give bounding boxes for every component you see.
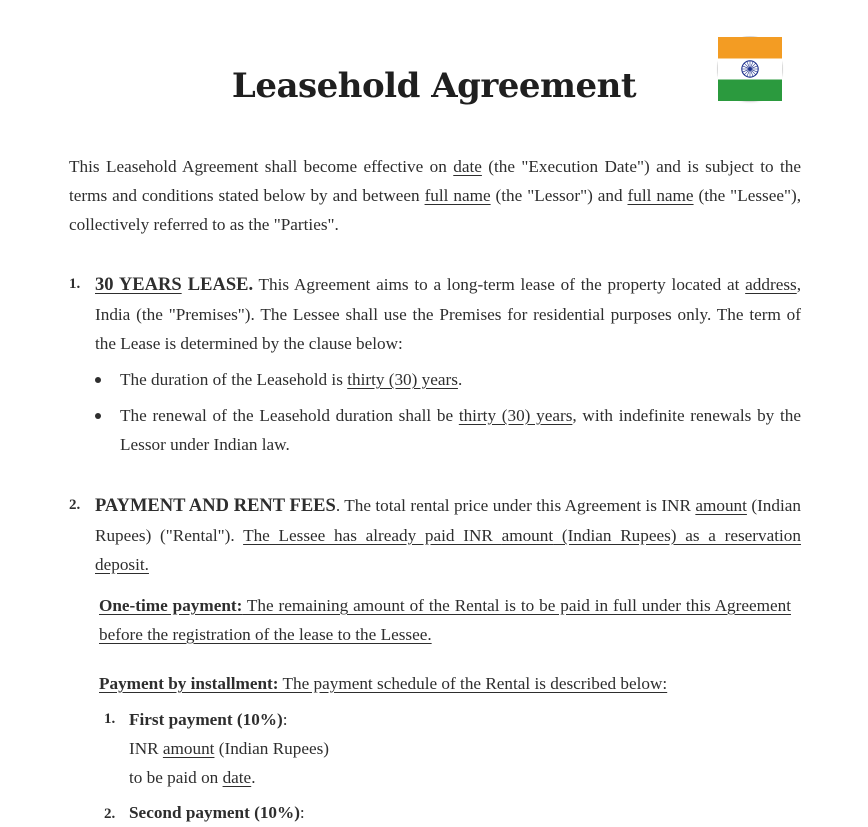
section-1-text: , India (the "Premises"). The Lessee shall use the Premises for residential purposes only. The term of the Lease is determined by the clause below: <box>95 275 802 353</box>
installment-item-1-title: First payment (10%) <box>129 710 283 729</box>
bullet-marker <box>95 377 101 383</box>
deposit-text: The Lessee has already paid INR <box>243 526 502 545</box>
one-time-payment-label: One-time payment: <box>99 596 243 615</box>
installment-text: . <box>251 768 256 787</box>
installment-text: The payment schedule of the Rental is described below: <box>278 674 668 693</box>
installment-item-2-title: Second payment (10%) <box>129 803 300 822</box>
execution-date-field[interactable]: date <box>453 157 482 176</box>
installment-item-1 <box>129 705 729 792</box>
installment-paragraph <box>99 669 799 698</box>
installment-text: (Indian Rupees) <box>214 739 330 758</box>
section-1-heading-term: 30 YEARS <box>95 275 182 295</box>
installment-2-number: 2. <box>104 806 116 822</box>
installment-item-1-title-line <box>129 705 729 734</box>
section-1-bullet-1 <box>120 365 801 394</box>
rental-amount-field[interactable]: amount <box>695 496 747 515</box>
bullet-text: , with indefinite renewals by the Lessor under Indian law. <box>120 406 802 454</box>
installment-label: Payment by installment: <box>99 674 279 693</box>
colon: : <box>299 803 305 822</box>
section-2-text: (Indian Rupees) ("Rental"). <box>95 496 801 545</box>
one-time-payment-paragraph <box>99 591 791 649</box>
section-1-paragraph <box>95 270 801 358</box>
intro-text: This Leasehold Agreement shall become effective on <box>69 157 454 176</box>
installment-text: INR <box>129 739 163 758</box>
intro-text: (the "Lessee"), collectively referred to as the "Parties". <box>69 186 801 234</box>
installment-item-1-date-line <box>129 763 729 792</box>
one-time-payment-text: The remaining amount of the Rental is to be paid in full under this Agreement before the registration of the lease to the Lessee. <box>99 596 791 644</box>
bullet-text: The duration of the Leasehold is <box>120 370 348 389</box>
colon: : <box>282 710 288 729</box>
installment-1-amount-field[interactable]: amount <box>162 739 215 758</box>
bullet-marker <box>95 413 101 419</box>
section-2-number: 2. <box>69 497 81 513</box>
intro-paragraph <box>69 152 801 239</box>
installment-item-1-amount-line <box>129 734 729 763</box>
section-1-heading: LEASE. <box>181 275 254 295</box>
india-flag-icon <box>718 37 782 101</box>
installment-1-date-field[interactable]: date <box>222 768 252 787</box>
section-2-heading: PAYMENT AND RENT FEES <box>95 496 336 516</box>
bullet-text: The renewal of the Leasehold duration shall be <box>120 406 459 425</box>
section-1-text: This Agreement aims to a long-term lease of the property located at <box>253 275 746 294</box>
installment-text: to be paid on <box>129 768 223 787</box>
installment-1-number: 1. <box>104 711 116 727</box>
installment-line <box>99 674 667 693</box>
section-2-text: . The total rental price under this Agreement is INR <box>335 496 696 515</box>
section-2-paragraph <box>95 491 801 579</box>
lessor-name-field[interactable]: full name <box>424 186 491 205</box>
deposit-text: (Indian Rupees) as a reservation deposit. <box>95 526 801 574</box>
lessee-name-field[interactable]: full name <box>627 186 694 205</box>
lease-term-field[interactable]: thirty (30) years <box>347 370 458 389</box>
bullet-text: . <box>457 370 463 389</box>
deposit-amount-field[interactable]: amount <box>501 526 554 545</box>
installment-item-2 <box>129 798 729 827</box>
section-1-number: 1. <box>69 276 81 292</box>
section-1-bullet-2 <box>120 401 801 459</box>
intro-text: (the "Lessor") and <box>490 186 628 205</box>
intro-text: (the "Execution Date") and is subject to the terms and conditions stated below by and between <box>69 157 801 205</box>
address-field[interactable]: address <box>745 275 797 294</box>
renewal-term-field[interactable]: thirty (30) years <box>458 406 573 425</box>
document-title: Leasehold Agreement <box>231 66 637 106</box>
